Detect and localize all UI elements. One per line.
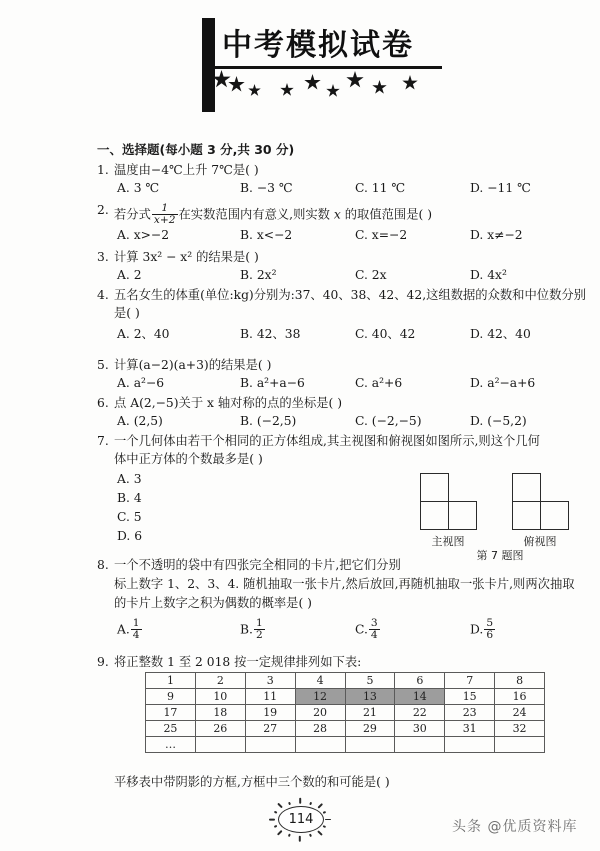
star-icon-5 <box>304 74 321 91</box>
question-3-number: 3. <box>97 250 109 264</box>
star-icon-2 <box>228 76 245 93</box>
question-8-option-c-letter: C. <box>355 622 368 637</box>
table-cell: 16 <box>495 689 545 705</box>
question-1-number: 1. <box>97 163 109 177</box>
page-number-decoration <box>268 800 332 838</box>
question-8-option-b-fraction: $\frac{1}{2}$ <box>255 617 263 642</box>
front-view-cell-bottom-right <box>448 501 477 530</box>
question-8-option-a-letter: A. <box>117 622 130 637</box>
question-4-option-a[interactable]: A. 2、40 <box>117 327 170 341</box>
front-view-cell-top-left <box>420 473 449 502</box>
question-5-option-a[interactable]: A. a²−6 <box>117 376 165 390</box>
question-5-text: 计算(a−2)(a+3)的结果是( ) <box>114 358 272 372</box>
question-8-option-d-fraction: $\frac{5}{6}$ <box>486 617 494 642</box>
table-row <box>146 705 545 721</box>
question-3-option-a[interactable]: A. 2 <box>117 268 142 282</box>
star-icon-3 <box>248 84 261 97</box>
star-icon-1 <box>212 70 231 89</box>
question-7-option-b[interactable]: B. 4 <box>117 491 142 505</box>
watermark: 头条 @优质资料库 <box>452 819 578 835</box>
question-8-option-a[interactable] <box>117 618 143 641</box>
star-icon-4 <box>280 83 294 97</box>
sunburst-ray <box>323 825 327 828</box>
question-8-option-c-fraction: $\frac{3}{4}$ <box>370 617 378 642</box>
question-5-number: 5. <box>97 358 109 372</box>
sunburst-ray <box>317 803 322 808</box>
decorative-stars <box>212 68 452 108</box>
table-cell: 20 <box>295 705 345 721</box>
question-7-option-c[interactable]: C. 5 <box>117 510 142 524</box>
table-cell: 9 <box>146 689 196 705</box>
sunburst-ray <box>269 819 275 821</box>
question-2-option-b[interactable]: B. x<−2 <box>240 228 293 242</box>
table-cell <box>245 737 295 753</box>
question-1-option-b[interactable]: B. −3 ℃ <box>240 181 293 195</box>
question-9-number: 9. <box>97 655 109 669</box>
sunburst-ray <box>309 834 312 838</box>
table-cell <box>195 737 245 753</box>
question-7-text-line-2: 体中正方体的个数最多是( ) <box>114 452 263 466</box>
question-9-number-table <box>145 672 545 753</box>
page-header <box>190 14 550 114</box>
front-view-label: 主视图 <box>431 535 465 548</box>
table-cell: 8 <box>495 673 545 689</box>
table-cell: 31 <box>445 721 495 737</box>
sunburst-ray <box>309 801 312 805</box>
question-1-text: 温度由−4℃上升 7℃是( ) <box>114 163 259 177</box>
question-2-number: 2. <box>97 203 109 217</box>
sunburst-ray <box>274 811 278 814</box>
sunburst-ray <box>274 825 278 828</box>
top-view-label: 俯视图 <box>523 535 557 548</box>
section-title: 一、选择题(每小题 3 分,共 30 分) <box>97 142 295 157</box>
table-cell: 18 <box>195 705 245 721</box>
table-cell: 2 <box>195 673 245 689</box>
question-3-text: 计算 3x² − x² 的结果是( ) <box>114 250 259 264</box>
question-8-option-d[interactable] <box>470 618 496 641</box>
sunburst-ray <box>288 801 291 805</box>
question-7-option-d[interactable]: D. 6 <box>117 529 143 543</box>
table-cell: 23 <box>445 705 495 721</box>
table-cell: 19 <box>245 705 295 721</box>
table-cell: 22 <box>395 705 445 721</box>
sunburst-ray <box>299 797 301 803</box>
question-2-prefix: 若分式 <box>114 207 151 222</box>
question-6-number: 6. <box>97 396 109 410</box>
table-cell: 28 <box>295 721 345 737</box>
table-row <box>146 721 545 737</box>
question-2-fraction: $\frac{1}{x+2}$ <box>153 202 176 227</box>
sunburst-ray <box>278 830 283 835</box>
question-4-text-line-2: 是( ) <box>114 306 140 320</box>
star-icon-6 <box>326 84 340 98</box>
page-number: 114 <box>278 806 324 833</box>
sunburst-ray <box>278 803 283 808</box>
table-cell: 12 <box>295 689 345 705</box>
question-8-option-a-fraction: $\frac{1}{4}$ <box>132 617 140 642</box>
question-1-option-d[interactable]: D. −11 ℃ <box>470 181 531 195</box>
table-cell: 4 <box>295 673 345 689</box>
question-7-text-line-1: 一个几何体由若干个相同的正方体组成,其主视图和俯视图如图所示,则这个几何 <box>114 434 540 448</box>
question-4-number: 4. <box>97 288 109 302</box>
table-cell: … <box>146 737 196 753</box>
table-cell: 17 <box>146 705 196 721</box>
question-4-option-b[interactable]: B. 42、38 <box>240 327 301 341</box>
table-cell: 24 <box>495 705 545 721</box>
question-5-option-d[interactable]: D. a²−a+6 <box>470 376 536 390</box>
question-8-number: 8. <box>97 558 109 572</box>
table-row <box>146 673 545 689</box>
star-icon-7 <box>346 71 364 89</box>
question-2-text <box>114 203 432 226</box>
table-cell <box>445 737 495 753</box>
table-cell: 14 <box>395 689 445 705</box>
question-6-option-b[interactable]: B. (−2,5) <box>240 414 297 428</box>
table-cell: 3 <box>245 673 295 689</box>
table-cell: 10 <box>195 689 245 705</box>
question-6-option-c[interactable]: C. (−2,−5) <box>355 414 422 428</box>
question-9-trailing-text: 平移表中带阴影的方框,方框中三个数的和可能是( ) <box>114 775 390 789</box>
question-8-option-d-letter: D. <box>470 622 484 637</box>
question-6-option-d[interactable]: D. (−5,2) <box>470 414 527 428</box>
table-cell <box>295 737 345 753</box>
question-8-option-b[interactable] <box>240 618 266 641</box>
table-cell: 6 <box>395 673 445 689</box>
question-2-option-c[interactable]: C. x=−2 <box>355 228 408 242</box>
question-5-option-b[interactable]: B. a²+a−6 <box>240 376 305 390</box>
question-4-option-c[interactable]: C. 40、42 <box>355 327 416 341</box>
front-view-shape <box>420 473 478 531</box>
table-cell: 1 <box>146 673 196 689</box>
table-cell: 25 <box>146 721 196 737</box>
question-3-option-b[interactable]: B. 2x² <box>240 268 277 282</box>
sunburst-ray <box>299 835 301 841</box>
question-3-option-d[interactable]: D. 4x² <box>470 268 507 282</box>
table-row <box>146 737 545 753</box>
table-cell <box>345 737 395 753</box>
table-cell: 15 <box>445 689 495 705</box>
page-title: 中考模拟试卷 <box>222 28 414 63</box>
table-cell: 32 <box>495 721 545 737</box>
question-8-option-c[interactable] <box>355 618 381 641</box>
question-2-option-a[interactable]: A. x>−2 <box>117 228 170 242</box>
sunburst-ray <box>323 811 327 814</box>
question-4-text-line-1: 五名女生的体重(单位:kg)分别为:37、40、38、42、42,这组数据的众数和中位数分别 <box>114 288 586 302</box>
question-6-option-a[interactable]: A. (2,5) <box>117 414 163 428</box>
question-8-text-line-2: 标上数字 1、2、3、4. 随机抽取一张卡片,然后放回,再随机抽取一张卡片,则两次抽取 <box>114 577 575 591</box>
table-row <box>146 689 545 705</box>
top-view-cell-bottom-left <box>512 501 541 530</box>
sunburst-ray <box>288 834 291 838</box>
question-1-option-a[interactable]: A. 3 ℃ <box>117 181 160 195</box>
question-9-text: 将正整数 1 至 2 018 按一定规律排列如下表: <box>114 655 362 669</box>
question-8-text-line-3: 的卡片上数字之积为偶数的概率是( ) <box>114 596 312 610</box>
table-cell: 26 <box>195 721 245 737</box>
question-5-option-c[interactable]: C. a²+6 <box>355 376 403 390</box>
sunburst-ray <box>317 830 322 835</box>
star-icon-9 <box>402 75 418 91</box>
table-cell: 5 <box>345 673 395 689</box>
question-8-text-line-1: 一个不透明的袋中有四张完全相同的卡片,把它们分别 <box>114 558 401 572</box>
question-7-number: 7. <box>97 434 109 448</box>
table-cell <box>495 737 545 753</box>
table-cell: 21 <box>345 705 395 721</box>
question-8-option-b-letter: B. <box>240 622 253 637</box>
sunburst-ray <box>325 819 331 821</box>
question-2-option-d[interactable]: D. x≠−2 <box>470 228 523 242</box>
question-2-suffix: 在实数范围内有意义,则实数 x 的取值范围是( ) <box>178 207 433 222</box>
question-7-figure-caption: 第 7 题图 <box>476 549 524 562</box>
table-cell: 7 <box>445 673 495 689</box>
question-4-option-d[interactable]: D. 42、40 <box>470 327 531 341</box>
top-view-cell-top-left <box>512 473 541 502</box>
top-view-shape <box>512 473 570 531</box>
question-3-option-c[interactable]: C. 2x <box>355 268 387 282</box>
question-6-text: 点 A(2,−5)关于 x 轴对称的点的坐标是( ) <box>114 396 343 410</box>
table-cell: 11 <box>245 689 295 705</box>
table-cell <box>395 737 445 753</box>
front-view-cell-bottom-left <box>420 501 449 530</box>
top-view-cell-bottom-right <box>540 501 569 530</box>
question-1-option-c[interactable]: C. 11 ℃ <box>355 181 406 195</box>
star-icon-8 <box>372 80 387 95</box>
table-cell: 13 <box>345 689 395 705</box>
question-7-figure <box>420 473 580 555</box>
table-cell: 29 <box>345 721 395 737</box>
question-7-option-a[interactable]: A. 3 <box>117 472 142 486</box>
table-cell: 27 <box>245 721 295 737</box>
table-cell: 30 <box>395 721 445 737</box>
